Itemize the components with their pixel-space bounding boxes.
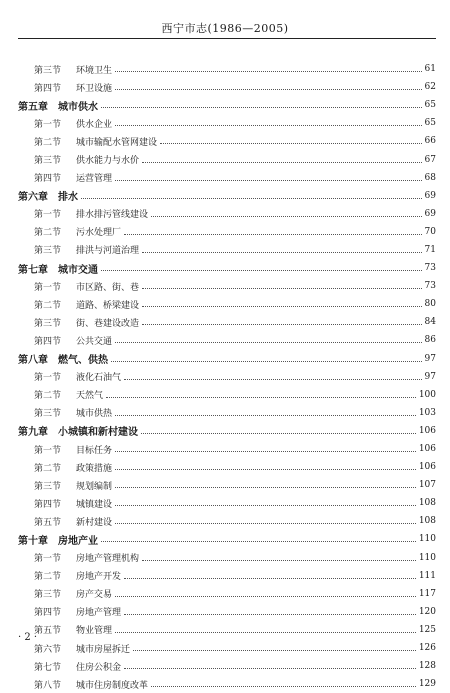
- toc-entry-page: 126: [418, 643, 436, 654]
- toc-section-row: [18, 295, 436, 313]
- dot-leader: [106, 396, 416, 398]
- toc-entry-number: 第五节: [34, 626, 62, 637]
- toc-section-row: [18, 114, 436, 132]
- toc-entry-title: 城市输配水管网建设: [76, 137, 158, 148]
- toc-entry-number: 第六章: [18, 192, 48, 204]
- toc-entry-page: 120: [418, 606, 436, 617]
- toc-section-row: [18, 404, 436, 422]
- toc-section-row: [18, 223, 436, 241]
- toc-entry-title: 物业管理: [76, 626, 113, 637]
- toc-section-row: [18, 386, 436, 404]
- toc-section-row: [18, 621, 436, 639]
- toc-entry-title: 环境卫生: [76, 65, 113, 76]
- toc-entry-title: 城市住房制度改革: [76, 680, 149, 691]
- toc-section-row: [18, 313, 436, 331]
- toc-entry-title: 城市供热: [76, 409, 113, 420]
- dot-leader: [160, 142, 422, 144]
- toc-entry-number: 第六节: [34, 644, 62, 655]
- toc-section-row: [18, 567, 436, 585]
- toc-section-row: [18, 675, 436, 693]
- toc-entry-number: 第四节: [34, 83, 62, 94]
- toc-section-row: [18, 368, 436, 386]
- toc-entry-title: 城市房屋拆迁: [76, 644, 131, 655]
- header-rule: [18, 38, 436, 39]
- toc-entry-page: 108: [418, 498, 436, 509]
- dot-leader: [142, 559, 416, 561]
- toc-entry-title: 目标任务: [76, 445, 113, 456]
- toc-chapter-row: [18, 350, 436, 368]
- toc-entry-page: 61: [424, 64, 436, 75]
- dot-leader: [124, 667, 416, 669]
- toc-entry-number: 第一节: [34, 554, 62, 565]
- toc-entry-title: 液化石油气: [76, 373, 122, 384]
- toc-section-row: [18, 78, 436, 96]
- toc-entry-title: 住房公积金: [76, 662, 122, 673]
- dot-leader: [115, 70, 422, 72]
- toc-chapter-row: [18, 96, 436, 114]
- toc-entry-number: 第三节: [34, 156, 62, 167]
- dot-leader: [151, 215, 422, 217]
- toc-entry-title: 污水处理厂: [76, 228, 122, 239]
- toc-entry-page: 108: [418, 516, 436, 527]
- dot-leader: [115, 414, 416, 416]
- dot-leader: [115, 341, 422, 343]
- toc-entry-title: 新村建设: [76, 517, 113, 528]
- toc-section-row: [18, 331, 436, 349]
- dot-leader: [142, 305, 422, 307]
- toc-section-row: [18, 241, 436, 259]
- toc-entry-page: 73: [424, 263, 436, 274]
- toc-entry-title: 城市供水: [58, 101, 98, 113]
- toc-entry-page: 128: [418, 661, 436, 672]
- toc-entry-page: 117: [418, 588, 436, 599]
- dot-leader: [101, 269, 422, 271]
- dot-leader: [142, 287, 422, 289]
- toc-chapter-row: [18, 530, 436, 548]
- toc-entry-number: 第四节: [34, 608, 62, 619]
- toc-entry-title: 市区路、街、巷: [76, 282, 140, 293]
- toc-entry-number: 第三节: [34, 318, 62, 329]
- toc-entry-number: 第七章: [18, 264, 48, 276]
- toc-entry-page: 65: [424, 100, 436, 111]
- toc-entry-page: 111: [418, 570, 436, 581]
- toc-section-row: [18, 205, 436, 223]
- dot-leader: [124, 378, 422, 380]
- toc-section-row: [18, 512, 436, 530]
- dot-leader: [115, 486, 416, 488]
- toc-entry-title: 房地产业: [58, 535, 98, 547]
- toc-section-row: [18, 169, 436, 187]
- toc-section-row: [18, 150, 436, 168]
- toc-chapter-row: [18, 422, 436, 440]
- toc-entry-number: 第八节: [34, 680, 62, 691]
- toc-entry-title: 排洪与河道治理: [76, 246, 140, 257]
- toc-entry-number: 第四节: [34, 336, 62, 347]
- toc-entry-number: 第一节: [34, 119, 62, 130]
- toc-entry-title: 政策措施: [76, 463, 113, 474]
- toc-entry-number: 第三节: [34, 409, 62, 420]
- toc-entry-page: 110: [418, 552, 436, 563]
- dot-leader: [142, 161, 422, 163]
- dot-leader: [115, 450, 416, 452]
- dot-leader: [124, 613, 416, 615]
- dot-leader: [142, 323, 422, 325]
- dot-leader: [101, 106, 422, 108]
- toc-section-row: [18, 549, 436, 567]
- toc-section-row: [18, 132, 436, 150]
- toc-entry-page: 125: [418, 624, 436, 635]
- toc-entry-number: 第五节: [34, 517, 62, 528]
- toc-entry-title: 规划编制: [76, 481, 113, 492]
- toc-entry-page: 107: [418, 480, 436, 491]
- toc-entry-title: 供水能力与水价: [76, 156, 140, 167]
- toc-chapter-row: [18, 259, 436, 277]
- dot-leader: [111, 360, 422, 362]
- dot-leader: [115, 468, 416, 470]
- toc-entry-page: 80: [424, 299, 436, 310]
- toc-entry-page: 106: [418, 462, 436, 473]
- toc-entry-number: 第七节: [34, 662, 62, 673]
- toc-entry-page: 129: [418, 679, 436, 690]
- toc-entry-title: 小城镇和新村建设: [58, 427, 138, 439]
- toc-entry-number: 第二节: [34, 391, 62, 402]
- toc-entry-page: 68: [424, 172, 436, 183]
- toc-entry-page: 103: [418, 407, 436, 418]
- toc-entry-title: 环卫设施: [76, 83, 113, 94]
- toc-entry-number: 第三节: [34, 65, 62, 76]
- toc-section-row: [18, 494, 436, 512]
- toc-entry-number: 第一节: [34, 210, 62, 221]
- dot-leader: [124, 577, 416, 579]
- toc-section-row: [18, 60, 436, 78]
- toc-section-row: [18, 657, 436, 675]
- toc-entry-number: 第二节: [34, 137, 62, 148]
- toc-entry-page: 66: [424, 136, 436, 147]
- running-header: 西宁市志(1986—2005): [161, 22, 289, 35]
- toc-entry-title: 天然气: [76, 391, 104, 402]
- toc-entry-title: 城镇建设: [76, 499, 113, 510]
- toc-entry-page: 71: [424, 244, 436, 255]
- toc-entry-page: 86: [424, 335, 436, 346]
- toc-entry-page: 84: [424, 317, 436, 328]
- toc-entry-page: 106: [418, 444, 436, 455]
- toc-entry-title: 城市交通: [58, 264, 98, 276]
- toc-entry-number: 第四节: [34, 174, 62, 185]
- toc-entry-number: 第一节: [34, 445, 62, 456]
- toc-entry-title: 运营管理: [76, 174, 113, 185]
- toc-entry-number: 第二节: [34, 572, 62, 583]
- toc-section-row: [18, 585, 436, 603]
- toc-entry-page: 67: [424, 154, 436, 165]
- toc-entry-page: 70: [424, 226, 436, 237]
- toc-entry-title: 房地产管理: [76, 608, 122, 619]
- toc-entry-title: 街、巷建设改造: [76, 318, 140, 329]
- toc-entry-title: 房地产开发: [76, 572, 122, 583]
- page-number: · 2 ·: [18, 632, 38, 643]
- toc-entry-title: 供水企业: [76, 119, 113, 130]
- dot-leader: [133, 649, 416, 651]
- toc-section-row: [18, 277, 436, 295]
- toc-entry-title: 排水排污管线建设: [76, 210, 149, 221]
- dot-leader: [115, 504, 416, 506]
- toc-entry-number: 第十章: [18, 535, 48, 547]
- dot-leader: [81, 197, 422, 199]
- toc-entry-title: 公共交通: [76, 336, 113, 347]
- dot-leader: [115, 88, 422, 90]
- toc-entry-page: 106: [418, 425, 436, 436]
- toc-entry-number: 第五章: [18, 101, 48, 113]
- toc-entry-number: 第三节: [34, 481, 62, 492]
- toc-entry-number: 第八章: [18, 355, 48, 367]
- toc-entry-number: 第三节: [34, 246, 62, 257]
- toc-entry-number: 第一节: [34, 282, 62, 293]
- toc-chapter-row: [18, 187, 436, 205]
- toc-entry-page: 65: [424, 118, 436, 129]
- dot-leader: [115, 179, 422, 181]
- toc-entry-title: 燃气、供热: [58, 355, 108, 367]
- dot-leader: [115, 124, 422, 126]
- toc-entry-number: 第四节: [34, 499, 62, 510]
- toc-entry-number: 第九章: [18, 427, 48, 439]
- toc-entry-page: 69: [424, 190, 436, 201]
- toc-entry-page: 69: [424, 208, 436, 219]
- dot-leader: [115, 631, 416, 633]
- table-of-contents: [18, 60, 436, 693]
- dot-leader: [115, 595, 416, 597]
- toc-entry-number: 第三节: [34, 590, 62, 601]
- toc-entry-number: 第二节: [34, 463, 62, 474]
- toc-section-row: [18, 440, 436, 458]
- toc-entry-number: 第二节: [34, 228, 62, 239]
- toc-entry-page: 110: [418, 534, 436, 545]
- toc-entry-title: 排水: [58, 192, 78, 204]
- toc-entry-page: 97: [424, 353, 436, 364]
- toc-entry-page: 100: [418, 389, 436, 400]
- toc-section-row: [18, 639, 436, 657]
- dot-leader: [142, 251, 422, 253]
- toc-section-row: [18, 476, 436, 494]
- toc-entry-page: 62: [424, 82, 436, 93]
- toc-entry-title: 房产交易: [76, 590, 113, 601]
- toc-section-row: [18, 603, 436, 621]
- dot-leader: [124, 233, 422, 235]
- toc-entry-number: 第一节: [34, 373, 62, 384]
- toc-entry-title: 道路、桥梁建设: [76, 300, 140, 311]
- dot-leader: [151, 685, 416, 687]
- toc-entry-page: 97: [424, 371, 436, 382]
- toc-entry-title: 房地产管理机构: [76, 554, 140, 565]
- toc-section-row: [18, 458, 436, 476]
- dot-leader: [101, 540, 416, 542]
- toc-entry-number: 第二节: [34, 300, 62, 311]
- dot-leader: [141, 432, 416, 434]
- toc-entry-page: 73: [424, 281, 436, 292]
- dot-leader: [115, 522, 416, 524]
